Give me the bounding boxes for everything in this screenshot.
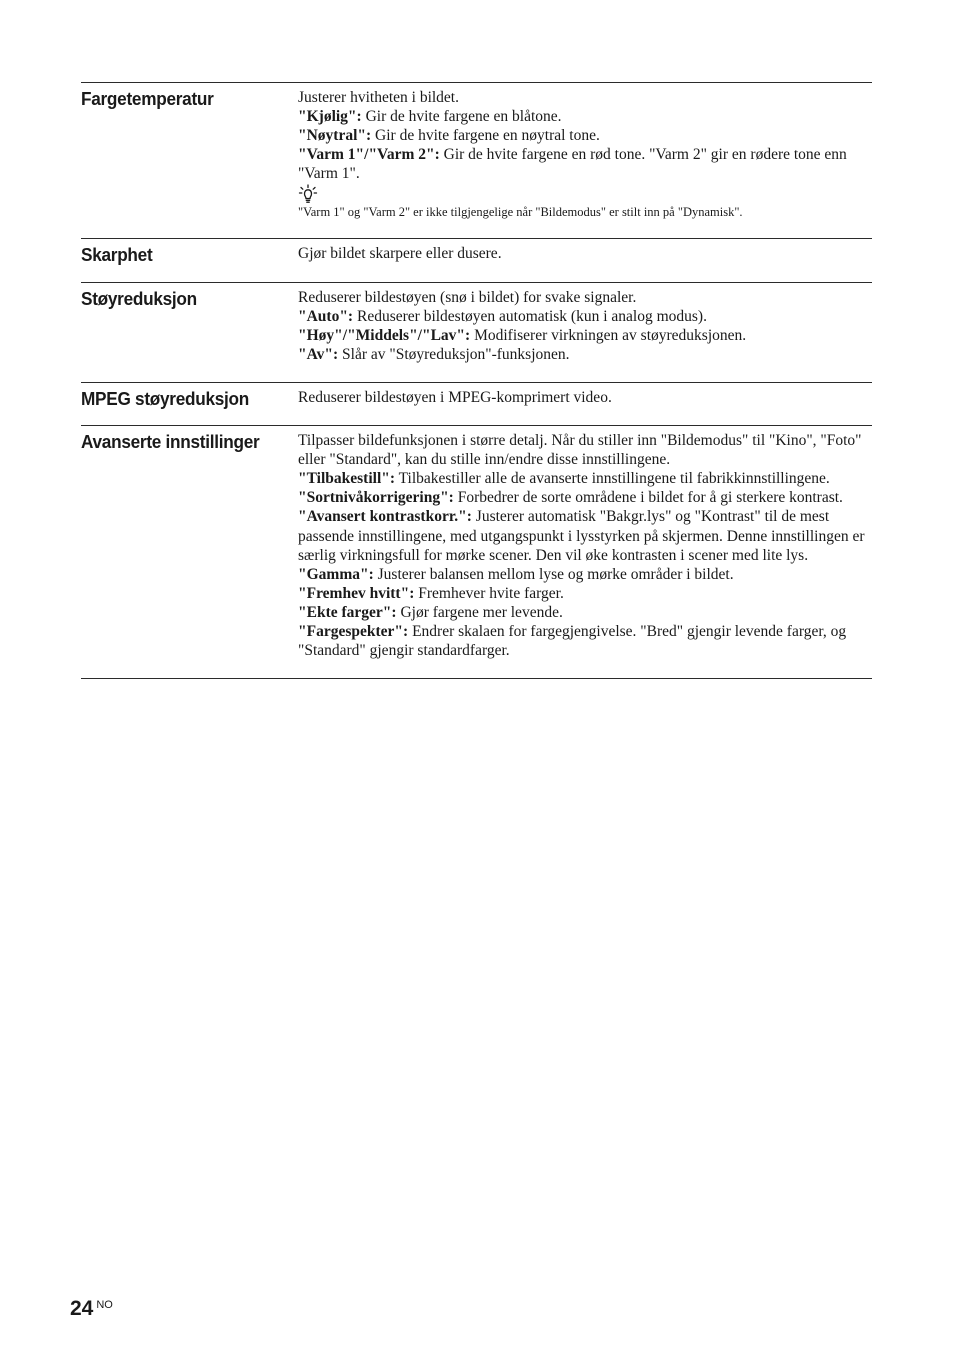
description-line: "Sortnivåkorrigering": Forbedrer de sorte områdene i bildet for å gi sterkere kontrast. [298,489,843,507]
term-label: Fargetemperatur [81,88,214,109]
term-description [298,83,872,238]
description-line: "Auto": Reduserer bildestøyen automatisk (kun i analog modus). [298,307,707,325]
term-label: Støyreduksjon [81,287,197,309]
description-line: "Kjølig": Gir de hvite fargene en blåtone. [298,108,562,126]
term-label: Skarphet [81,244,153,266]
table-row-fargetemperatur [81,82,872,238]
page-number: 24 [70,1297,94,1320]
language-code: NO [96,1299,113,1311]
term-description [298,283,872,382]
term-description [298,383,872,425]
tip-note: "Varm 1" og "Varm 2" er ikke tilgjengelige når "Bildemodus" er stilt inn på "Dynamisk". [298,205,743,220]
description-line: "Nøytral": Gir de hvite fargene en nøytral tone. [298,127,600,145]
description-line: "Av": Slår av "Støyreduksjon"-funksjonen. [298,345,570,363]
settings-table [81,82,872,679]
table-row-skarphet [81,238,872,281]
term-label: Avanserte innstillinger [81,431,260,453]
description-line: "Ekte farger": Gjør fargene mer levende. [298,603,563,621]
table-row-stoyreduksjon [81,282,872,382]
description-line: Tilpasser bildefunksjonen i større detalj. Når du stiller inn "Bildemodus" til "Kino", "Foto" eller "Standard", kan du stille inn/endre disse innstillingene. [298,432,862,469]
description-line: "Tilbakestill": Tilbakestiller alle de avanserte innstillingene til fabrikkinnstillingene. [298,470,830,488]
description-line: Justerer hvitheten i bildet. [298,89,459,106]
term-description [298,426,872,678]
description-line: Reduserer bildestøyen i MPEG-komprimert video. [298,388,612,406]
lightbulb-tip-icon [298,184,318,204]
term-label: MPEG støyreduksjon [81,387,250,409]
description-line: Gjør bildet skarpere eller dusere. [298,245,502,263]
description-line: "Gamma": Justerer balansen mellom lyse og mørke områder i bildet. [298,565,734,583]
table-row-mpeg-stoyreduksjon [81,382,872,425]
description-line: "Fremhev hvitt": Fremhever hvite farger. [298,584,564,602]
description-line: "Avansert kontrastkorr.": Justerer automatisk "Bakgr.lys" og "Kontrast" til de mest passende innstillingene, med utgangspunkt i lysstyrken på skjermen. Denne innstillingen er særlig virkningsfull for mørke scener. Den vil øke kontrasten i scener med lite lys. [298,508,865,564]
description-line: "Varm 1"/"Varm 2": Gir de hvite fargene en rød tone. "Varm 2" gir en rødere tone enn "Varm 1". [298,146,847,183]
description-line: "Fargespekter": Endrer skalaen for fargegjengivelse. "Bred" gjengir levende farger, og "Standard" gjengir standardfarger. [298,622,847,660]
page-footer [70,1297,113,1321]
term-description [298,239,872,281]
table-row-avanserte-innstillinger [81,425,872,679]
description-line: "Høy"/"Middels"/"Lav": Modifiserer virkningen av støyreduksjonen. [298,326,747,344]
description-line: Reduserer bildestøyen (snø i bildet) for svake signaler. [298,288,637,306]
